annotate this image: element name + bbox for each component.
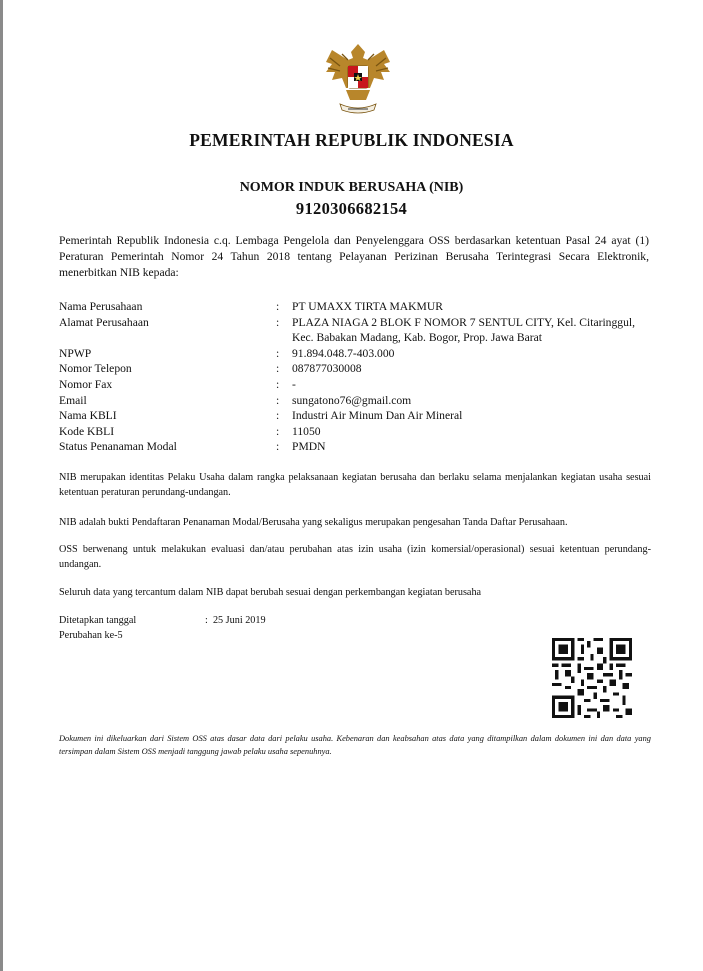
field-colon: :	[276, 424, 280, 438]
issuance-date-row	[59, 613, 266, 628]
field-value-investment-status: PMDN	[292, 440, 326, 454]
field-row-kbli-code	[59, 424, 659, 440]
field-label: Nomor Telepon	[59, 362, 132, 376]
nib-number: 9120306682154	[295, 199, 408, 218]
field-colon: :	[276, 377, 280, 391]
paragraph-nib-identity: NIB merupakan identitas Pelaku Usaha dalam rangka pelaksanaan kegiatan berusaha dan berlaku selama menjalankan kegiatan usaha sesuai ketentuan peraturan perundang-undangan.	[59, 472, 651, 498]
paragraph-data-changes: Seluruh data yang tercantum dalam NIB dapat berubah sesuai dengan perkembangan kegiatan berusaha	[59, 587, 482, 598]
garuda-emblem-icon	[318, 38, 398, 118]
issuance-label: Ditetapkan tanggal	[59, 615, 137, 626]
field-label: Nama Perusahaan	[59, 300, 143, 313]
field-label: Alamat Perusahaan	[59, 315, 149, 329]
field-row-fax	[59, 377, 659, 393]
field-value-fax: -	[292, 377, 296, 391]
field-colon: :	[276, 409, 280, 423]
paragraph-nib-proof: NIB adalah bukti Pendaftaran Penanaman Modal/Berusaha yang sekaligus merupakan pengesahan Tanda Daftar Perusahaan.	[59, 517, 568, 528]
field-label: Email	[59, 393, 87, 407]
field-row-email	[59, 393, 659, 409]
paragraph-oss-authority: OSS berwenang untuk melakukan evaluasi dan/atau perubahan atas izin usaha (izin komersial/operasional) sesuai ketentuan perundang-undangan.	[59, 544, 651, 570]
field-value-npwp: 91.894.048.7-403.000	[292, 346, 395, 360]
field-colon: :	[276, 440, 280, 454]
field-value-address: PLAZA NIAGA 2 BLOK F NOMOR 7 SENTUL CITY, Kel. Citaringgul, Kec. Babakan Madang, Kab. Bogor, Prop. Jawa Barat	[292, 315, 635, 345]
field-value-company-name: PT UMAXX TIRTA MAKMUR	[292, 300, 443, 313]
issuance-date: 25 Juni 2019	[212, 615, 266, 626]
field-value-kbli-name: Industri Air Minum Dan Air Mineral	[292, 409, 463, 423]
field-row-npwp	[59, 346, 659, 362]
issuance-colon: :	[205, 615, 208, 626]
field-row-phone	[59, 361, 659, 377]
field-row-kbli-name	[59, 408, 659, 424]
field-row-address	[59, 315, 659, 346]
field-label: Nomor Fax	[59, 377, 113, 391]
field-row-company-name	[59, 299, 659, 315]
footer-disclaimer: Dokumen ini dikeluarkan dari Sistem OSS atas dasar data dari pelaku usaha. Kebenaran dan keabsahan atas data yang ditampilkan dalam dokumen ini dan data yang tersimpan dalam Sistem OSS menjadi tanggung jawab pelaku usaha sepenuhnya.	[59, 734, 651, 756]
field-label: Status Penanaman Modal	[59, 440, 177, 454]
government-title: PEMERINTAH REPUBLIK INDONESIA	[189, 130, 514, 150]
nib-heading: NOMOR INDUK BERUSAHA (NIB)	[239, 180, 464, 195]
field-value-email: sungatono76@gmail.com	[292, 393, 412, 407]
field-colon: :	[276, 315, 280, 329]
field-value-phone: 087877030008	[292, 362, 362, 376]
field-value-kbli-code: 11050	[292, 424, 321, 438]
company-fields	[59, 299, 659, 455]
intro-paragraph: Pemerintah Republik Indonesia c.q. Lembaga Pengelola dan Penyelenggara OSS berdasarkan ketentuan Pasal 24 ayat (1) Peraturan Pemerintah Nomor 24 Tahun 2018 tentang Pelayanan Perizinan Berusaha Terintegrasi Secara Elektronik, menerbitkan NIB kepada:	[59, 234, 649, 279]
issuance-block	[59, 613, 266, 643]
field-colon: :	[276, 346, 280, 360]
field-label: NPWP	[59, 346, 92, 360]
revision-number: Perubahan ke-5	[59, 630, 123, 641]
field-label: Kode KBLI	[59, 424, 115, 438]
field-label: Nama KBLI	[59, 409, 117, 423]
field-colon: :	[276, 393, 280, 407]
qr-code-icon	[552, 638, 632, 718]
field-colon: :	[276, 362, 280, 376]
field-colon: :	[276, 300, 280, 313]
field-row-investment-status	[59, 439, 659, 455]
